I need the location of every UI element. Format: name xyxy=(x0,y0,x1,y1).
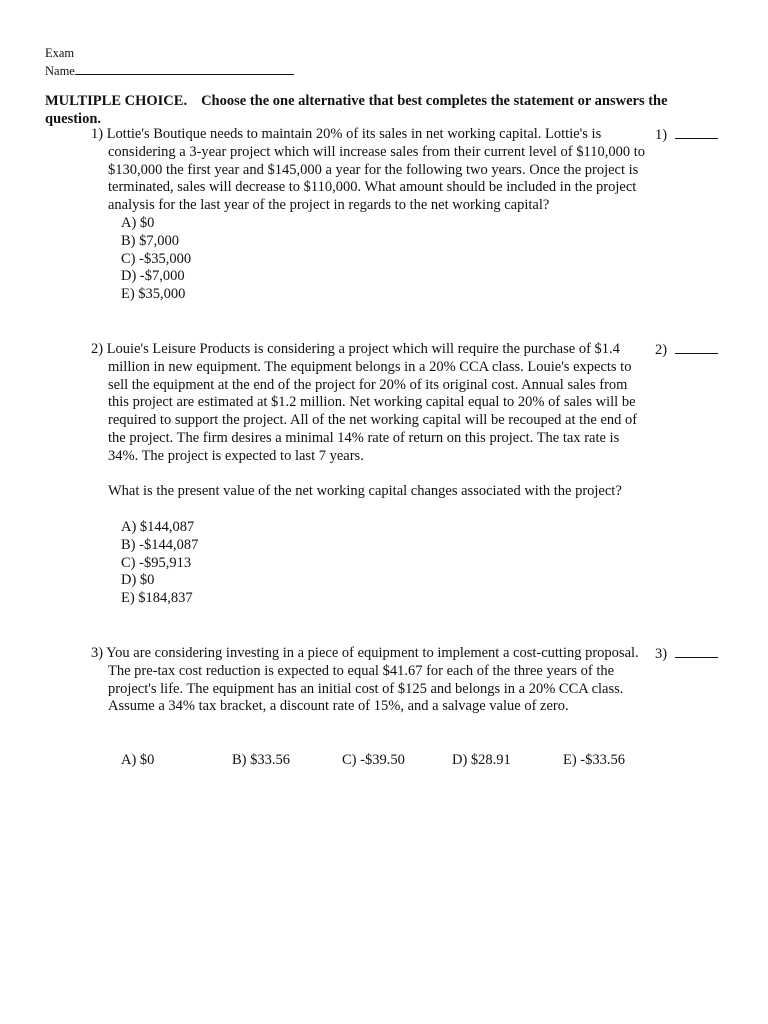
choice-3a[interactable]: A) $0 xyxy=(121,752,155,768)
question-1-text: 1) Lottie's Boutique needs to maintain 20% of its sales in net working capital. Lottie's is considering a 3-year project which will increase sales from their current level of $110,000 to $130,000 the first year and $145,000 a year for the following two years. Once the project is terminated, sales will decrease to $110,000. What amount should be included in the project analysis for the last year of the project in regards to the net working capital? xyxy=(91,126,645,214)
answer-1[interactable] xyxy=(655,127,718,145)
choice-3c[interactable]: C) -$39.50 xyxy=(342,752,405,768)
choice-2a[interactable]: A) $144,087 xyxy=(121,518,195,535)
choice-1b[interactable]: B) $7,000 xyxy=(121,232,179,249)
question-2-text: 2) Louie's Leisure Products is considering a project which will require the purchase of $1.4 million in new equipment. The equipment belongs in a 20% CCA class. Louie's expects to sell the equipment at the end of the project for 20% of its original cost. Annual sales from this project are estimated at $1.2 million. Net working capital equal to 20% of sales will be required to support the project. All of the net working capital will be recouped at the end of the project. The firm desires a minimal 14% rate of return on this project. The tax rate is 34%. The project is expected to last 7 years. xyxy=(91,341,638,464)
answer-3-blank[interactable] xyxy=(675,647,718,658)
question-2-subtext: What is the present value of the net working capital changes associated with the project? xyxy=(108,483,622,500)
question-2-choices xyxy=(91,519,651,608)
answer-2-blank[interactable] xyxy=(675,343,718,354)
choice-2d[interactable]: D) $0 xyxy=(121,572,155,589)
exam-label: Exam xyxy=(45,46,75,60)
choice-1e[interactable]: E) $35,000 xyxy=(121,286,186,303)
name-field[interactable] xyxy=(45,62,294,79)
name-blank-line[interactable] xyxy=(75,62,294,75)
question-2 xyxy=(91,341,651,608)
question-1-choices xyxy=(91,215,651,304)
answer-2-number: 2) xyxy=(655,342,668,358)
choice-3d[interactable]: D) $28.91 xyxy=(452,752,511,768)
name-label: Name xyxy=(45,64,75,78)
choice-1d[interactable]: D) -$7,000 xyxy=(121,268,185,285)
answer-1-blank[interactable] xyxy=(675,128,718,139)
answer-3[interactable] xyxy=(655,646,718,664)
choice-3e[interactable]: E) -$33.56 xyxy=(563,752,626,768)
section-title: MULTIPLE CHOICE. xyxy=(45,93,188,109)
question-1 xyxy=(91,126,651,304)
question-3-text: 3) You are considering investing in a piece of equipment to implement a cost-cutting proposal. The pre-tax cost reduction is expected to equal $41.67 for each of the three years of the project's life. The equipment has an initial cost of $125 and belongs in a 20% CCA class. Assume a 34% tax bracket, a discount rate of 15%, and a salvage value of zero. xyxy=(91,645,639,715)
question-3 xyxy=(91,645,651,716)
section-instructions: Choose the one alternative that best completes the statement or answers the question. xyxy=(45,93,668,127)
choice-2e[interactable]: E) $184,837 xyxy=(121,590,193,607)
choice-2c[interactable]: C) -$95,913 xyxy=(121,554,192,571)
answer-3-number: 3) xyxy=(655,646,668,662)
choice-1c[interactable]: C) -$35,000 xyxy=(121,250,192,267)
answer-1-number: 1) xyxy=(655,127,668,143)
choice-2b[interactable]: B) -$144,087 xyxy=(121,536,199,553)
section-heading xyxy=(45,92,725,128)
choice-3b[interactable]: B) $33.56 xyxy=(232,752,290,768)
choice-1a[interactable]: A) $0 xyxy=(121,214,155,231)
answer-2[interactable] xyxy=(655,342,718,360)
